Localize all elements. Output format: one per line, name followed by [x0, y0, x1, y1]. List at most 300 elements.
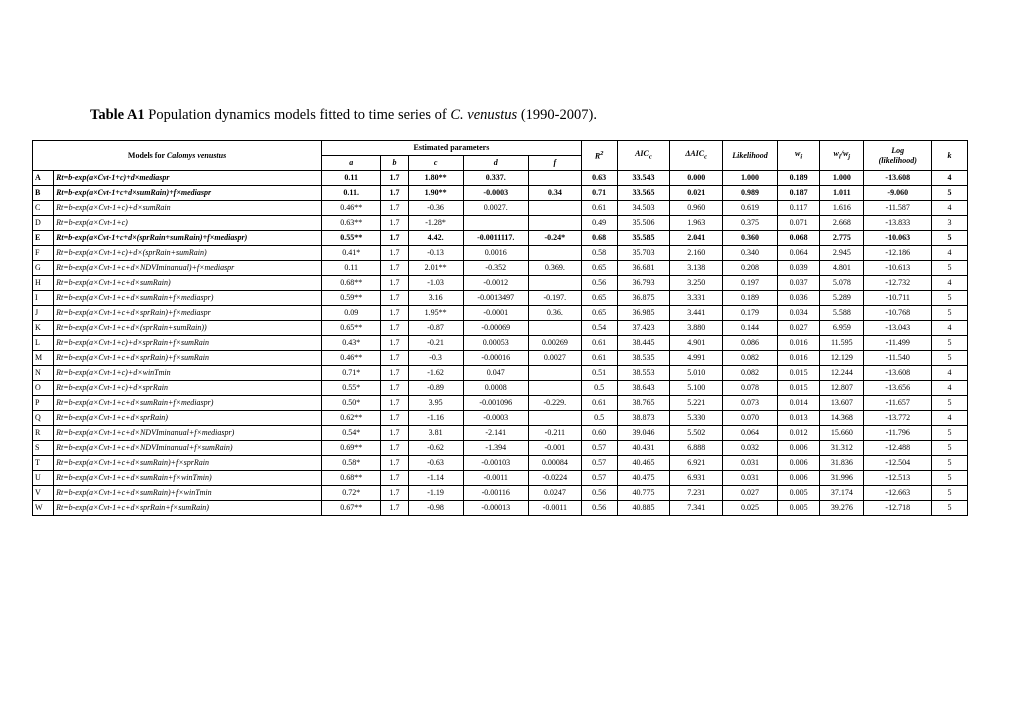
cell-lik: 0.031 [723, 456, 778, 471]
model-formula: Rt=b-exp(a×Cvt-1+c+d×sumRain+f×mediaspr) [54, 291, 322, 306]
table-row [33, 486, 968, 501]
cell-aicc: 38.535 [617, 351, 670, 366]
cell-k: 5 [932, 336, 968, 351]
cell-a: 0.46** [322, 351, 381, 366]
cell-k: 5 [932, 261, 968, 276]
cell-aicc: 33.543 [617, 171, 670, 186]
cell-aicc: 38.643 [617, 381, 670, 396]
cell-wiwj: 37.174 [820, 486, 864, 501]
table-row [33, 456, 968, 471]
table-row [33, 276, 968, 291]
cell-k: 5 [932, 306, 968, 321]
cell-c: -0.21 [408, 336, 463, 351]
cell-c: -0.98 [408, 501, 463, 516]
cell-k: 4 [932, 276, 968, 291]
caption-label: Table A1 [90, 107, 145, 123]
cell-d: 0.0016 [463, 246, 528, 261]
cell-d: -0.0003 [463, 186, 528, 201]
cell-daicc: 2.041 [670, 231, 723, 246]
cell-d: -0.001096 [463, 396, 528, 411]
cell-a: 0.69** [322, 441, 381, 456]
table-row [33, 216, 968, 231]
cell-b: 1.7 [381, 201, 408, 216]
cell-daicc: 3.880 [670, 321, 723, 336]
cell-f: 0.36. [528, 306, 581, 321]
cell-wiwj: 12.807 [820, 381, 864, 396]
cell-lik: 0.064 [723, 426, 778, 441]
cell-loglik: -12.488 [864, 441, 932, 456]
cell-b: 1.7 [381, 411, 408, 426]
cell-loglik: -13.043 [864, 321, 932, 336]
cell-wiwj: 2.775 [820, 231, 864, 246]
cell-f: 0.34 [528, 186, 581, 201]
r2-header: $R^2$ [581, 141, 617, 171]
table-row [33, 291, 968, 306]
cell-lik: 0.073 [723, 396, 778, 411]
cell-aicc: 38.445 [617, 336, 670, 351]
cell-wi: 0.117 [777, 201, 819, 216]
cell-d: 0.047 [463, 366, 528, 381]
cell-b: 1.7 [381, 336, 408, 351]
cell-b: 1.7 [381, 396, 408, 411]
table-row [33, 306, 968, 321]
cell-f: -0.211 [528, 426, 581, 441]
cell-f: 0.0027 [528, 351, 581, 366]
table-row [33, 231, 968, 246]
table-row [33, 426, 968, 441]
cell-c: -0.3 [408, 351, 463, 366]
cell-loglik: -12.718 [864, 501, 932, 516]
cell-aicc: 36.681 [617, 261, 670, 276]
param-d-header: d [463, 156, 528, 171]
cell-d: -0.0013497 [463, 291, 528, 306]
models-header: Models for Calomys venustus [33, 141, 322, 171]
cell-b: 1.7 [381, 501, 408, 516]
cell-c: 1.80** [408, 171, 463, 186]
row-id: L [33, 336, 54, 351]
model-formula: Rt=b-exp(a×Cvt-1+c) [54, 216, 322, 231]
cell-f [528, 366, 581, 381]
row-id: H [33, 276, 54, 291]
row-id: D [33, 216, 54, 231]
table-row [33, 441, 968, 456]
cell-daicc: 7.341 [670, 501, 723, 516]
cell-loglik: -10.711 [864, 291, 932, 306]
cell-daicc: 0.021 [670, 186, 723, 201]
cell-wi: 0.006 [777, 456, 819, 471]
cell-lik: 0.989 [723, 186, 778, 201]
cell-wi: 0.187 [777, 186, 819, 201]
cell-loglik: -11.499 [864, 336, 932, 351]
cell-b: 1.7 [381, 171, 408, 186]
likelihood-header: Likelihood [723, 141, 778, 171]
model-formula: Rt=b-exp(a×Cvt-1+c+d×(sprRain+sumRain)+f×mediaspr) [54, 231, 322, 246]
row-id: K [33, 321, 54, 336]
cell-wi: 0.071 [777, 216, 819, 231]
cell-daicc: 6.921 [670, 456, 723, 471]
cell-wi: 0.037 [777, 276, 819, 291]
cell-loglik: -13.656 [864, 381, 932, 396]
cell-aicc: 36.793 [617, 276, 670, 291]
cell-b: 1.7 [381, 246, 408, 261]
table-row [33, 186, 968, 201]
cell-a: 0.59** [322, 291, 381, 306]
model-formula: Rt=b-exp(a×Cvt-1+c+d×sumRain)+f×winTmin [54, 486, 322, 501]
cell-k: 5 [932, 486, 968, 501]
model-formula: Rt=b-exp(a×Cvt-1+c)+d×sumRain [54, 201, 322, 216]
model-formula: Rt=b-exp(a×Cvt-1+c+d×sprRain)+f×sumRain [54, 351, 322, 366]
cell-daicc: 3.138 [670, 261, 723, 276]
cell-k: 5 [932, 231, 968, 246]
cell-daicc: 5.010 [670, 366, 723, 381]
cell-loglik: -12.732 [864, 276, 932, 291]
cell-lik: 0.070 [723, 411, 778, 426]
table-row [33, 321, 968, 336]
model-formula: Rt=b-exp(a×Cvt-1+c+d×(sprRain+sumRain)) [54, 321, 322, 336]
cell-daicc: 6.931 [670, 471, 723, 486]
cell-daicc: 4.901 [670, 336, 723, 351]
cell-b: 1.7 [381, 426, 408, 441]
cell-aicc: 33.565 [617, 186, 670, 201]
cell-loglik: -9.060 [864, 186, 932, 201]
cell-wi: 0.012 [777, 426, 819, 441]
cell-r2: 0.61 [581, 351, 617, 366]
cell-k: 3 [932, 216, 968, 231]
cell-k: 5 [932, 396, 968, 411]
cell-b: 1.7 [381, 321, 408, 336]
cell-r2: 0.68 [581, 231, 617, 246]
cell-c: -0.13 [408, 246, 463, 261]
cell-aicc: 34.503 [617, 201, 670, 216]
cell-c: 2.01** [408, 261, 463, 276]
cell-daicc: 5.221 [670, 396, 723, 411]
cell-aicc: 35.585 [617, 231, 670, 246]
cell-wiwj: 1.000 [820, 171, 864, 186]
cell-wi: 0.015 [777, 366, 819, 381]
cell-loglik: -10.768 [864, 306, 932, 321]
cell-lik: 0.031 [723, 471, 778, 486]
cell-wi: 0.016 [777, 336, 819, 351]
cell-f: 0.00269 [528, 336, 581, 351]
cell-r2: 0.5 [581, 411, 617, 426]
model-formula: Rt=b-exp(a×Cvt-1+c+d×sumRain+f×mediaspr) [54, 396, 322, 411]
cell-d: -0.0011 [463, 471, 528, 486]
model-formula: Rt=b-exp(a×Cvt-1+c+d×sumRain) [54, 276, 322, 291]
cell-b: 1.7 [381, 351, 408, 366]
cell-wiwj: 1.011 [820, 186, 864, 201]
cell-wi: 0.016 [777, 351, 819, 366]
cell-loglik: -10.063 [864, 231, 932, 246]
row-id: V [33, 486, 54, 501]
cell-r2: 0.61 [581, 336, 617, 351]
cell-d: 0.0027. [463, 201, 528, 216]
cell-f: -0.197. [528, 291, 581, 306]
cell-c: -1.19 [408, 486, 463, 501]
cell-loglik: -10.613 [864, 261, 932, 276]
row-id: N [33, 366, 54, 381]
cell-lik: 0.340 [723, 246, 778, 261]
cell-a: 0.54* [322, 426, 381, 441]
cell-lik: 0.027 [723, 486, 778, 501]
cell-wiwj: 12.129 [820, 351, 864, 366]
cell-k: 5 [932, 186, 968, 201]
cell-daicc: 6.888 [670, 441, 723, 456]
cell-k: 5 [932, 441, 968, 456]
cell-a: 0.67** [322, 501, 381, 516]
cell-a: 0.63** [322, 216, 381, 231]
cell-aicc: 35.703 [617, 246, 670, 261]
param-f-header: f [528, 156, 581, 171]
k-header: k [932, 141, 968, 171]
row-id: J [33, 306, 54, 321]
cell-r2: 0.51 [581, 366, 617, 381]
caption-years: (1990-2007). [517, 107, 597, 123]
row-id: U [33, 471, 54, 486]
table-row [33, 171, 968, 186]
cell-wi: 0.036 [777, 291, 819, 306]
cell-k: 4 [932, 321, 968, 336]
cell-c: 3.81 [408, 426, 463, 441]
cell-wiwj: 15.660 [820, 426, 864, 441]
model-formula: Rt=b-exp(a×Cvt-1+c+d×NDVIminanual+f×sumRain) [54, 441, 322, 456]
model-formula: Rt=b-exp(a×Cvt-1+c+d×sumRain)+f×sprRain [54, 456, 322, 471]
cell-aicc: 38.553 [617, 366, 670, 381]
cell-b: 1.7 [381, 441, 408, 456]
caption-species: C. venustus [450, 107, 518, 123]
param-b-header: b [381, 156, 408, 171]
cell-d: 0.00053 [463, 336, 528, 351]
cell-r2: 0.65 [581, 291, 617, 306]
cell-aicc: 40.885 [617, 501, 670, 516]
cell-lik: 0.197 [723, 276, 778, 291]
cell-r2: 0.65 [581, 261, 617, 276]
cell-aicc: 38.765 [617, 396, 670, 411]
cell-a: 0.58* [322, 456, 381, 471]
cell-wiwj: 31.312 [820, 441, 864, 456]
cell-daicc: 1.963 [670, 216, 723, 231]
cell-wi: 0.013 [777, 411, 819, 426]
cell-b: 1.7 [381, 231, 408, 246]
cell-a: 0.68** [322, 276, 381, 291]
cell-d: -0.0011117. [463, 231, 528, 246]
cell-wi: 0.005 [777, 501, 819, 516]
cell-d: -0.00069 [463, 321, 528, 336]
table-row [33, 471, 968, 486]
table-row [33, 381, 968, 396]
cell-a: 0.43* [322, 336, 381, 351]
cell-lik: 0.189 [723, 291, 778, 306]
cell-c: 3.95 [408, 396, 463, 411]
header-row [33, 141, 968, 156]
cell-c: -1.03 [408, 276, 463, 291]
cell-a: 0.72* [322, 486, 381, 501]
cell-c: -1.16 [408, 411, 463, 426]
cell-c: -0.62 [408, 441, 463, 456]
cell-a: 0.11. [322, 186, 381, 201]
cell-loglik: -11.587 [864, 201, 932, 216]
cell-d: -0.00103 [463, 456, 528, 471]
cell-a: 0.55** [322, 231, 381, 246]
table-row [33, 261, 968, 276]
table-row [33, 411, 968, 426]
row-id: A [33, 171, 54, 186]
cell-aicc: 40.475 [617, 471, 670, 486]
cell-b: 1.7 [381, 216, 408, 231]
table-row [33, 366, 968, 381]
cell-wiwj: 4.801 [820, 261, 864, 276]
cell-lik: 0.619 [723, 201, 778, 216]
cell-wiwj: 5.289 [820, 291, 864, 306]
cell-aicc: 40.431 [617, 441, 670, 456]
models-table [32, 140, 968, 516]
estimated-parameters-header: Estimated parameters [322, 141, 582, 156]
cell-b: 1.7 [381, 486, 408, 501]
model-formula: Rt=b-exp(a×Cvt-1+c)+d×mediaspr [54, 171, 322, 186]
cell-wiwj: 13.607 [820, 396, 864, 411]
row-id: B [33, 186, 54, 201]
cell-k: 5 [932, 426, 968, 441]
row-id: I [33, 291, 54, 306]
cell-b: 1.7 [381, 276, 408, 291]
cell-c: -1.62 [408, 366, 463, 381]
cell-wiwj: 2.945 [820, 246, 864, 261]
cell-k: 5 [932, 456, 968, 471]
cell-r2: 0.57 [581, 471, 617, 486]
cell-c: 3.16 [408, 291, 463, 306]
cell-r2: 0.56 [581, 486, 617, 501]
cell-lik: 0.179 [723, 306, 778, 321]
cell-aicc: 38.873 [617, 411, 670, 426]
model-formula: Rt=b-exp(a×Cvt-1+c)+d×winTmin [54, 366, 322, 381]
cell-lik: 0.078 [723, 381, 778, 396]
wiwj-header: $w_i/w_j$ [820, 141, 864, 171]
cell-d: -2.141 [463, 426, 528, 441]
cell-c: 4.42. [408, 231, 463, 246]
cell-c: -0.87 [408, 321, 463, 336]
cell-lik: 0.032 [723, 441, 778, 456]
cell-b: 1.7 [381, 306, 408, 321]
cell-aicc: 36.875 [617, 291, 670, 306]
cell-d: -0.00016 [463, 351, 528, 366]
model-formula: Rt=b-exp(a×Cvt-1+c+d×NDVIminanual+f×mediaspr) [54, 426, 322, 441]
cell-d: -0.352 [463, 261, 528, 276]
cell-r2: 0.60 [581, 426, 617, 441]
cell-wi: 0.006 [777, 471, 819, 486]
cell-r2: 0.61 [581, 201, 617, 216]
cell-d: -0.0012 [463, 276, 528, 291]
cell-daicc: 3.441 [670, 306, 723, 321]
cell-d: 0.337. [463, 171, 528, 186]
model-formula: Rt=b-exp(a×Cvt-1+c+d×sprRain) [54, 411, 322, 426]
cell-a: 0.09 [322, 306, 381, 321]
cell-f [528, 321, 581, 336]
cell-d [463, 216, 528, 231]
cell-wiwj: 5.078 [820, 276, 864, 291]
cell-lik: 1.000 [723, 171, 778, 186]
cell-d: 0.0008 [463, 381, 528, 396]
cell-a: 0.46** [322, 201, 381, 216]
cell-b: 1.7 [381, 381, 408, 396]
cell-wiwj: 31.836 [820, 456, 864, 471]
cell-f [528, 171, 581, 186]
cell-f: 0.00084 [528, 456, 581, 471]
cell-daicc: 0.000 [670, 171, 723, 186]
cell-wiwj: 11.595 [820, 336, 864, 351]
cell-b: 1.7 [381, 186, 408, 201]
cell-a: 0.68** [322, 471, 381, 486]
table-row [33, 396, 968, 411]
cell-wi: 0.064 [777, 246, 819, 261]
cell-f: -0.0224 [528, 471, 581, 486]
cell-daicc: 2.160 [670, 246, 723, 261]
cell-b: 1.7 [381, 261, 408, 276]
cell-c: -0.89 [408, 381, 463, 396]
cell-aicc: 37.423 [617, 321, 670, 336]
cell-wi: 0.034 [777, 306, 819, 321]
row-id: G [33, 261, 54, 276]
caption-text: Population dynamics models fitted to time series of [144, 107, 451, 123]
cell-lik: 0.360 [723, 231, 778, 246]
cell-c: -1.28* [408, 216, 463, 231]
cell-f: 0.0247 [528, 486, 581, 501]
cell-r2: 0.56 [581, 501, 617, 516]
cell-wi: 0.006 [777, 441, 819, 456]
cell-daicc: 3.250 [670, 276, 723, 291]
cell-r2: 0.56 [581, 276, 617, 291]
cell-k: 4 [932, 411, 968, 426]
cell-lik: 0.086 [723, 336, 778, 351]
row-id: M [33, 351, 54, 366]
cell-b: 1.7 [381, 471, 408, 486]
cell-k: 5 [932, 351, 968, 366]
cell-wi: 0.027 [777, 321, 819, 336]
model-formula: Rt=b-exp(a×Cvt-1+c)+d×(sprRain+sumRain) [54, 246, 322, 261]
cell-lik: 0.208 [723, 261, 778, 276]
cell-daicc: 0.960 [670, 201, 723, 216]
cell-loglik: -12.513 [864, 471, 932, 486]
cell-daicc: 5.330 [670, 411, 723, 426]
cell-r2: 0.5 [581, 381, 617, 396]
cell-aicc: 36.985 [617, 306, 670, 321]
cell-loglik: -13.833 [864, 216, 932, 231]
row-id: Q [33, 411, 54, 426]
row-id: F [33, 246, 54, 261]
cell-r2: 0.57 [581, 441, 617, 456]
cell-lik: 0.082 [723, 366, 778, 381]
cell-a: 0.41* [322, 246, 381, 261]
cell-f [528, 201, 581, 216]
cell-f: -0.24* [528, 231, 581, 246]
cell-k: 5 [932, 291, 968, 306]
cell-wi: 0.014 [777, 396, 819, 411]
cell-d: -0.00013 [463, 501, 528, 516]
cell-wi: 0.068 [777, 231, 819, 246]
cell-wiwj: 31.996 [820, 471, 864, 486]
table-row [33, 336, 968, 351]
cell-d: -1.394 [463, 441, 528, 456]
cell-r2: 0.63 [581, 171, 617, 186]
cell-k: 4 [932, 381, 968, 396]
cell-lik: 0.144 [723, 321, 778, 336]
row-id: P [33, 396, 54, 411]
model-formula: Rt=b-exp(a×Cvt-1+c+d×NDVIminanual)+f×mediaspr [54, 261, 322, 276]
cell-r2: 0.49 [581, 216, 617, 231]
cell-daicc: 3.331 [670, 291, 723, 306]
cell-f [528, 246, 581, 261]
cell-b: 1.7 [381, 456, 408, 471]
cell-f [528, 276, 581, 291]
cell-wiwj: 12.244 [820, 366, 864, 381]
